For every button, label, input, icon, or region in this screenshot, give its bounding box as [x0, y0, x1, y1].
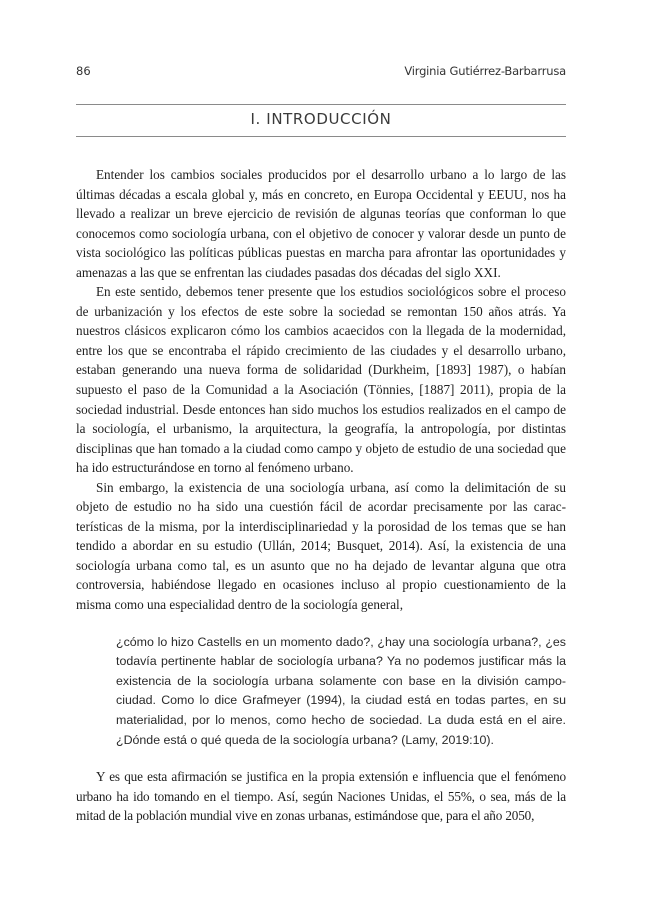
paragraph-2: En este sentido, debemos tener presente que los estudios sociológicos sobre el proceso de urbanización y los efectos de este sobre la sociedad se remontan 150 años atrás. Ya nuestros clásicos explicaron cómo los cambios acaecidos con la llegada de la modernidad, entre los que se encontraba el rápido crecimiento de las ciudades y el desarrollo urbano, estaban generando una nueva forma de solidaridad (Durkheim, [1893] 1987), o habían supuesto el paso de la Comunidad a la Asociación (Tönnies, [1887] 2011), propia de la sociedad industrial. Desde entonces han sido muchos los estudios realizados en el campo de la sociología, el urbanismo, la arquitectura, la geografía, la antropología, por distintas disciplinas que han tomado a la ciudad como campo y objeto de estudio de una sociedad que ha ido estructurándose en torno al fenómeno urbano. — [76, 284, 566, 476]
paragraph-1: Entender los cambios sociales producidos por el desarrollo urbano a lo largo de las últimas décadas a escala global y, más en concreto, en Europa Occidental y EEUU, nos ha llevado a realizar un breve ejercicio de revisión de algunas teorías que conforman lo que conocemos como sociología urbana, con el objetivo de conocer y valorar desde un punto de vista sociológico las políticas públicas puestas en marcha para afrontar las oportunidades y amenazas a las que se enfrentan las ciudades pasadas dos décadas del siglo XXI. — [76, 167, 566, 280]
closing-paragraph: Y es que esta afirmación se justifica en la propia extensión e influencia que el fenómeno urbano ha ido tomando en el tiempo. Así, según Naciones Unidas, el 55%, o sea, más de la mitad de la población mundial vive en zonas urbanas, estimándose que, para el año 2050, — [76, 769, 566, 824]
running-head: Virginia Gutiérrez-Barbarrusa — [404, 64, 566, 78]
section-rule-bottom — [76, 136, 566, 137]
block-quote: ¿cómo lo hizo Castells en un momento dado?, ¿hay una sociología urbana?, ¿es todavía pertinente hablar de sociología urbana? Ya no podemos justificar más la existencia de la sociología urbana solamente con base en la división campo-ciudad. Como lo dice Grafmeyer (1994), la ciudad está en todas partes, en su materialidad, por lo menos, como hecho de sociedad. La duda está en el aire. ¿Dónde está o qué queda de la sociología urbana? (Lamy, 2019:10). — [116, 634, 566, 747]
page-number: 86 — [76, 64, 91, 78]
section-rule-top — [76, 104, 566, 105]
section-title: I. INTRODUCCIÓN — [250, 110, 392, 128]
paragraph-3: Sin embargo, la existencia de una sociología urbana, así como la delimitación de su objeto de estudio no ha sido una cuestión fácil de acordar precisamente por las características de la misma, por la interdisciplinariedad y la porosidad de los temas que se han tendido a abordar en su estudio (Ullán, 2014; Busquet, 2014). Así, la existencia de una sociología urbana como tal, es un asunto que no ha dejado de levantar alguna que otra controversia, habiéndose llegado en ocasiones incluso al propio cuestionamiento de la misma como una especialidad dentro de la sociología general, — [76, 479, 566, 613]
body-text — [76, 165, 566, 826]
